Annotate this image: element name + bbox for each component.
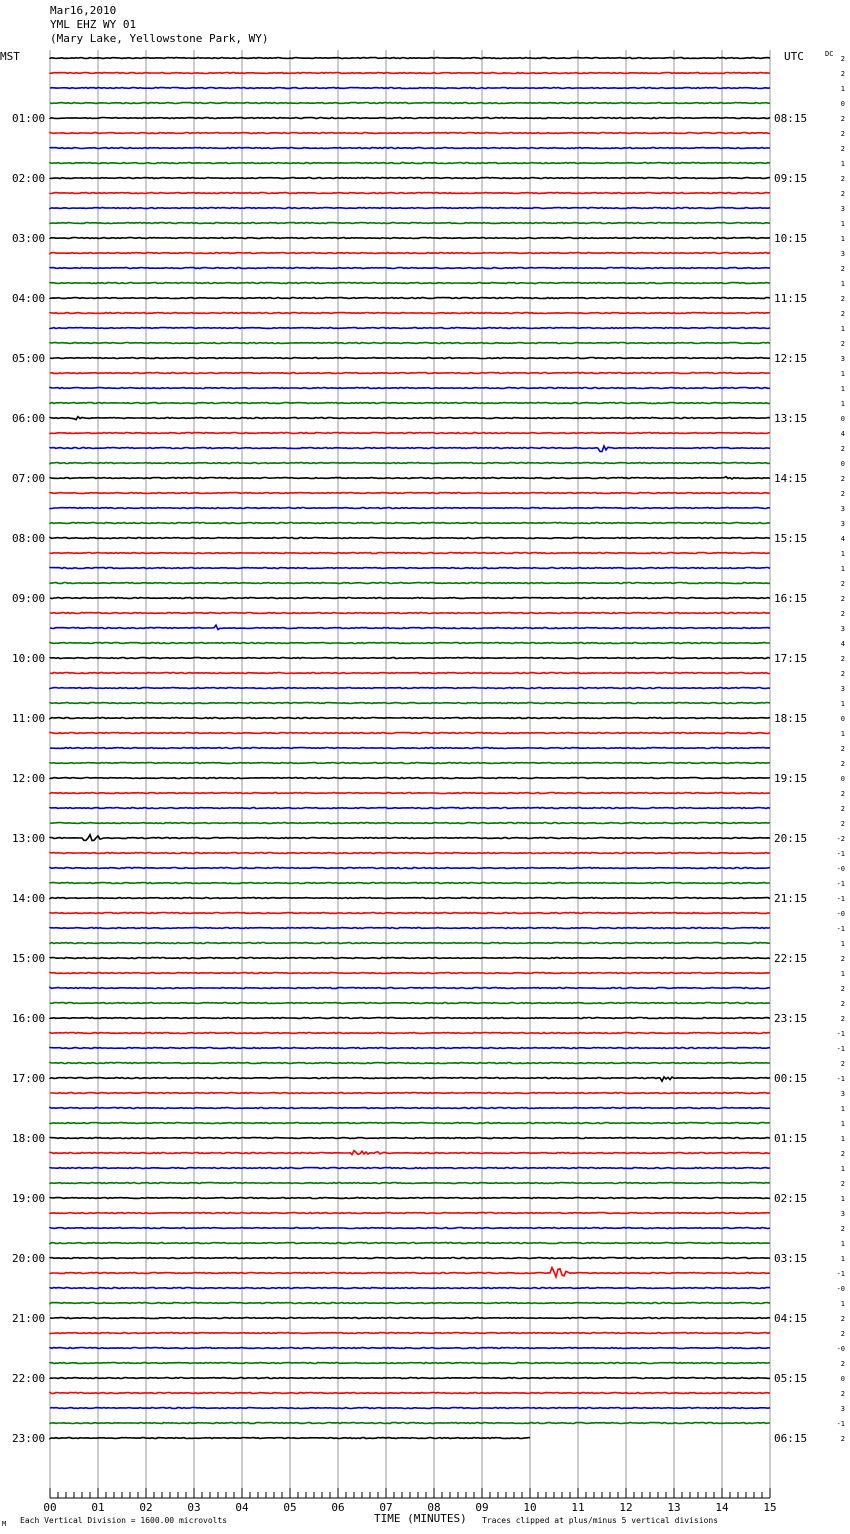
trace-line — [50, 928, 770, 929]
dc-offset-label: 2 — [840, 1150, 845, 1158]
dc-offset-label: 2 — [840, 175, 845, 183]
trace-line — [50, 1303, 770, 1304]
right-hour-label: 20:15 — [774, 832, 808, 845]
trace-line — [50, 1288, 770, 1289]
dc-offset-label: 1 — [840, 565, 845, 573]
trace-line — [50, 88, 770, 89]
left-hour-label: 08:00 — [12, 532, 46, 545]
right-hour-label: 02:15 — [774, 1192, 808, 1205]
x-tick-label: 11 — [571, 1501, 585, 1514]
trace-line — [50, 958, 770, 959]
x-tick-label: 06 — [331, 1501, 345, 1514]
trace-line — [50, 238, 770, 239]
right-hour-label: 22:15 — [774, 952, 808, 965]
trace-line — [50, 118, 770, 119]
dc-offset-label: 3 — [840, 355, 845, 363]
dc-offset-label: 2 — [840, 820, 845, 828]
dc-offset-label: 0 — [840, 1375, 845, 1383]
right-hour-label: 08:15 — [774, 112, 808, 125]
dc-offset-label: 2 — [840, 145, 845, 153]
dc-offset-label: 4 — [840, 640, 845, 648]
trace-line — [50, 103, 770, 104]
dc-offset-label: 0 — [840, 415, 845, 423]
trace-line — [50, 1408, 770, 1409]
dc-offset-label: 1 — [840, 1165, 845, 1173]
trace-line — [50, 298, 770, 299]
x-tick-label: 08 — [427, 1501, 441, 1514]
scale-note: Each Vertical Division = 1600.00 microvolts — [20, 1516, 228, 1525]
dc-offset-label: 2 — [840, 655, 845, 663]
dc-offset-label: 2 — [840, 1180, 845, 1188]
location-label: (Mary Lake, Yellowstone Park, WY) — [50, 32, 269, 45]
dc-offset-label: 2 — [840, 610, 845, 618]
trace-line — [50, 1138, 770, 1139]
dc-offset-label: 2 — [840, 310, 845, 318]
trace-line — [50, 853, 770, 854]
left-hour-label: 03:00 — [12, 232, 46, 245]
trace-line — [50, 748, 770, 749]
left-hour-label: 14:00 — [12, 892, 46, 905]
right-hour-labels — [774, 112, 807, 1445]
trace-line — [50, 1423, 770, 1424]
trace-line — [50, 433, 770, 434]
corner-mark: M — [2, 1520, 7, 1528]
trace-line — [50, 1198, 770, 1199]
x-tick-label: 15 — [763, 1501, 777, 1514]
dc-offset-label: 1 — [840, 385, 845, 393]
trace-line — [50, 1033, 770, 1034]
dc-offset-label: -1 — [836, 850, 845, 858]
dc-offset-label: 1 — [840, 1240, 845, 1248]
trace-line — [50, 688, 770, 689]
trace-line — [50, 1393, 770, 1394]
right-hour-label: 10:15 — [774, 232, 808, 245]
trace-line — [50, 208, 770, 209]
dc-offset-label: 1 — [840, 400, 845, 408]
dc-offset-label: 0 — [840, 460, 845, 468]
right-hour-label: 18:15 — [774, 712, 808, 725]
dc-offset-label: 1 — [840, 970, 845, 978]
trace-line — [50, 163, 770, 164]
x-tick-label: 07 — [379, 1501, 393, 1514]
trace-line — [50, 718, 770, 719]
left-hour-label: 05:00 — [12, 352, 46, 365]
dc-offset-label: -0 — [836, 910, 845, 918]
x-tick-label: 02 — [139, 1501, 153, 1514]
right-hour-label: 05:15 — [774, 1372, 808, 1385]
left-hour-label: 21:00 — [12, 1312, 46, 1325]
trace-line — [50, 223, 770, 224]
trace-line — [50, 883, 770, 884]
right-hour-label: 06:15 — [774, 1432, 808, 1445]
left-hour-label: 22:00 — [12, 1372, 46, 1385]
dc-header-label: DC — [825, 50, 834, 58]
dc-offset-label: 3 — [840, 1090, 845, 1098]
trace-line — [50, 598, 770, 599]
trace-line — [50, 493, 770, 494]
trace-line — [50, 1063, 770, 1064]
dc-offset-label: -1 — [836, 1270, 845, 1278]
trace-line — [50, 373, 770, 374]
left-hour-label: 23:00 — [12, 1432, 46, 1445]
trace-line — [50, 658, 770, 659]
trace-line — [50, 313, 770, 314]
dc-offset-label: 1 — [840, 1105, 845, 1113]
dc-offset-label: 1 — [840, 1255, 845, 1263]
dc-offset-label: 2 — [840, 475, 845, 483]
right-hour-label: 12:15 — [774, 352, 808, 365]
trace-line — [50, 148, 770, 149]
dc-offset-label: 1 — [840, 220, 845, 228]
trace-line — [50, 463, 770, 464]
right-hour-label: 04:15 — [774, 1312, 808, 1325]
trace-line — [50, 643, 770, 644]
trace-line — [50, 1183, 770, 1184]
right-hour-label: 23:15 — [774, 1012, 808, 1025]
trace-line — [50, 793, 770, 794]
right-hour-label: 15:15 — [774, 532, 808, 545]
dc-offset-label: 1 — [840, 700, 845, 708]
right-hour-label: 19:15 — [774, 772, 808, 785]
left-hour-label: 12:00 — [12, 772, 46, 785]
trace-line — [50, 568, 770, 569]
left-hour-label: 01:00 — [12, 112, 46, 125]
trace-line — [50, 523, 770, 524]
dc-offset-label: 1 — [840, 1120, 845, 1128]
right-hour-label: 14:15 — [774, 472, 808, 485]
dc-offset-label: 2 — [840, 115, 845, 123]
trace-line — [50, 733, 770, 734]
trace-line — [50, 403, 770, 404]
left-hour-labels — [12, 112, 45, 1445]
dc-offset-label: -1 — [836, 925, 845, 933]
trace-line — [50, 613, 770, 614]
trace-line — [50, 1093, 770, 1094]
left-hour-label: 02:00 — [12, 172, 46, 185]
trace-line — [50, 868, 770, 869]
trace-line — [50, 973, 770, 974]
dc-offset-label: 2 — [840, 580, 845, 588]
trace-line — [50, 73, 770, 74]
trace-line — [50, 898, 770, 899]
trace-line — [50, 1243, 770, 1244]
left-hour-label: 17:00 — [12, 1072, 46, 1085]
date-label: Mar16,2010 — [50, 4, 117, 17]
dc-offset-label: -1 — [836, 1045, 845, 1053]
trace-line — [50, 1438, 530, 1439]
trace-line — [50, 1333, 770, 1334]
dc-offset-label: -1 — [836, 880, 845, 888]
trace-line — [50, 1363, 770, 1364]
dc-offset-label: 3 — [840, 505, 845, 513]
left-hour-label: 07:00 — [12, 472, 46, 485]
dc-offset-label: 1 — [840, 940, 845, 948]
trace-line — [50, 328, 770, 329]
trace-line — [50, 625, 770, 629]
trace-line — [50, 253, 770, 254]
trace-line — [50, 388, 770, 389]
dc-offset-label: 0 — [840, 100, 845, 108]
right-hour-label: 16:15 — [774, 592, 808, 605]
trace-line — [50, 268, 770, 269]
dc-offset-label: 3 — [840, 685, 845, 693]
trace-line — [50, 1018, 770, 1019]
trace-line — [50, 58, 770, 59]
trace-line — [50, 553, 770, 554]
dc-offset-label: 3 — [840, 625, 845, 633]
trace-line — [50, 343, 770, 344]
dc-offset-label: -1 — [836, 1420, 845, 1428]
dc-offset-label: 2 — [840, 340, 845, 348]
left-zone-label: MST — [0, 50, 20, 63]
trace-line — [50, 763, 770, 764]
station-label: YML EHZ WY 01 — [50, 18, 137, 31]
trace-line — [50, 1348, 770, 1349]
left-hour-label: 06:00 — [12, 412, 46, 425]
left-hour-label: 16:00 — [12, 1012, 46, 1025]
trace-line — [50, 1077, 770, 1081]
dc-offset-label: 2 — [840, 1435, 845, 1443]
dc-offset-label: 1 — [840, 730, 845, 738]
trace-line — [50, 1378, 770, 1379]
left-hour-label: 10:00 — [12, 652, 46, 665]
dc-offset-label: 2 — [840, 70, 845, 78]
dc-offset-label: 2 — [840, 985, 845, 993]
trace-line — [50, 1123, 770, 1124]
trace-line — [50, 1108, 770, 1109]
trace-line — [50, 1228, 770, 1229]
dc-offset-label: 2 — [840, 595, 845, 603]
dc-offset-label: 2 — [840, 1225, 845, 1233]
trace-line — [50, 583, 770, 584]
trace-line — [50, 835, 770, 841]
x-tick-label: 12 — [619, 1501, 633, 1514]
trace-line — [50, 703, 770, 704]
trace-line — [50, 1258, 770, 1259]
left-hour-label: 13:00 — [12, 832, 46, 845]
x-tick-label: 10 — [523, 1501, 537, 1514]
dc-offset-label: 3 — [840, 1210, 845, 1218]
dc-offset-label: 2 — [840, 1000, 845, 1008]
dc-offset-label: 2 — [840, 805, 845, 813]
trace-line — [50, 417, 770, 420]
trace-line — [50, 477, 770, 479]
clip-note: Traces clipped at plus/minus 5 vertical divisions — [482, 1516, 719, 1525]
x-tick-label: 00 — [43, 1501, 57, 1514]
trace-line — [50, 1213, 770, 1214]
trace-line — [50, 283, 770, 284]
trace-line — [50, 358, 770, 359]
dc-offset-label: 3 — [840, 250, 845, 258]
right-hour-label: 11:15 — [774, 292, 808, 305]
x-axis — [43, 1488, 776, 1514]
dc-offset-label: 4 — [840, 430, 845, 438]
trace-line — [50, 673, 770, 674]
left-hour-label: 20:00 — [12, 1252, 46, 1265]
dc-offset-label: 4 — [840, 535, 845, 543]
dc-offset-label: 2 — [840, 760, 845, 768]
dc-offset-labels — [837, 55, 845, 1443]
trace-line — [50, 446, 770, 452]
trace-line — [50, 823, 770, 824]
dc-offset-label: 2 — [840, 1390, 845, 1398]
left-hour-label: 04:00 — [12, 292, 46, 305]
dc-offset-label: 2 — [840, 745, 845, 753]
left-hour-label: 09:00 — [12, 592, 46, 605]
trace-line — [50, 508, 770, 509]
dc-offset-label: 2 — [840, 190, 845, 198]
dc-offset-label: 2 — [840, 790, 845, 798]
right-zone-label: UTC — [784, 50, 804, 63]
dc-offset-label: 2 — [840, 670, 845, 678]
right-hour-label: 03:15 — [774, 1252, 808, 1265]
dc-offset-label: 1 — [840, 280, 845, 288]
dc-offset-label: -0 — [836, 1285, 845, 1293]
dc-offset-label: 3 — [840, 205, 845, 213]
dc-offset-label: 1 — [840, 1300, 845, 1308]
x-tick-label: 05 — [283, 1501, 297, 1514]
trace-line — [50, 193, 770, 194]
axis-title: TIME (MINUTES) — [374, 1512, 467, 1525]
dc-offset-label: 2 — [840, 955, 845, 963]
left-hour-label: 15:00 — [12, 952, 46, 965]
left-hour-label: 18:00 — [12, 1132, 46, 1145]
dc-offset-label: 1 — [840, 1135, 845, 1143]
trace-line — [50, 913, 770, 914]
trace-line — [50, 943, 770, 944]
trace-line — [50, 778, 770, 779]
dc-offset-label: 2 — [840, 1330, 845, 1338]
dc-offset-label: -0 — [836, 865, 845, 873]
left-hour-label: 19:00 — [12, 1192, 46, 1205]
dc-offset-label: 2 — [840, 295, 845, 303]
x-tick-label: 09 — [475, 1501, 489, 1514]
right-hour-label: 09:15 — [774, 172, 808, 185]
dc-offset-label: 3 — [840, 520, 845, 528]
dc-offset-label: 1 — [840, 85, 845, 93]
dc-offset-label: -0 — [836, 1345, 845, 1353]
trace-line — [50, 1151, 770, 1155]
dc-offset-label: 1 — [840, 160, 845, 168]
dc-offset-label: 1 — [840, 370, 845, 378]
dc-offset-label: 2 — [840, 265, 845, 273]
x-tick-label: 01 — [91, 1501, 105, 1514]
trace-group — [50, 58, 770, 1439]
dc-offset-label: 2 — [840, 445, 845, 453]
left-hour-label: 11:00 — [12, 712, 46, 725]
dc-offset-label: 1 — [840, 235, 845, 243]
dc-offset-label: 2 — [840, 55, 845, 63]
trace-line — [50, 808, 770, 809]
dc-offset-label: 1 — [840, 1195, 845, 1203]
right-hour-label: 13:15 — [774, 412, 808, 425]
dc-offset-label: 3 — [840, 1405, 845, 1413]
dc-offset-label: -1 — [836, 1075, 845, 1083]
trace-line — [50, 1048, 770, 1049]
dc-offset-label: 2 — [840, 1360, 845, 1368]
dc-offset-label: 1 — [840, 550, 845, 558]
dc-offset-label: -1 — [836, 895, 845, 903]
x-tick-label: 03 — [187, 1501, 201, 1514]
dc-offset-label: -1 — [836, 1030, 845, 1038]
trace-line — [50, 538, 770, 539]
trace-line — [50, 1318, 770, 1319]
trace-line — [50, 133, 770, 134]
x-tick-label: 04 — [235, 1501, 249, 1514]
trace-line — [50, 1168, 770, 1169]
right-hour-label: 17:15 — [774, 652, 808, 665]
right-hour-label: 01:15 — [774, 1132, 808, 1145]
trace-line — [50, 1268, 770, 1277]
right-hour-label: 21:15 — [774, 892, 808, 905]
dc-offset-label: 2 — [840, 1315, 845, 1323]
dc-offset-label: 0 — [840, 715, 845, 723]
dc-offset-label: 1 — [840, 325, 845, 333]
dc-offset-label: 2 — [840, 1015, 845, 1023]
trace-line — [50, 178, 770, 179]
dc-offset-label: 2 — [840, 490, 845, 498]
dc-offset-label: -2 — [836, 835, 845, 843]
dc-offset-label: 2 — [840, 130, 845, 138]
right-hour-label: 00:15 — [774, 1072, 808, 1085]
trace-line — [50, 988, 770, 989]
dc-offset-label: 0 — [840, 775, 845, 783]
trace-line — [50, 1003, 770, 1004]
x-tick-label: 13 — [667, 1501, 681, 1514]
x-tick-label: 14 — [715, 1501, 729, 1514]
dc-offset-label: 2 — [840, 1060, 845, 1068]
